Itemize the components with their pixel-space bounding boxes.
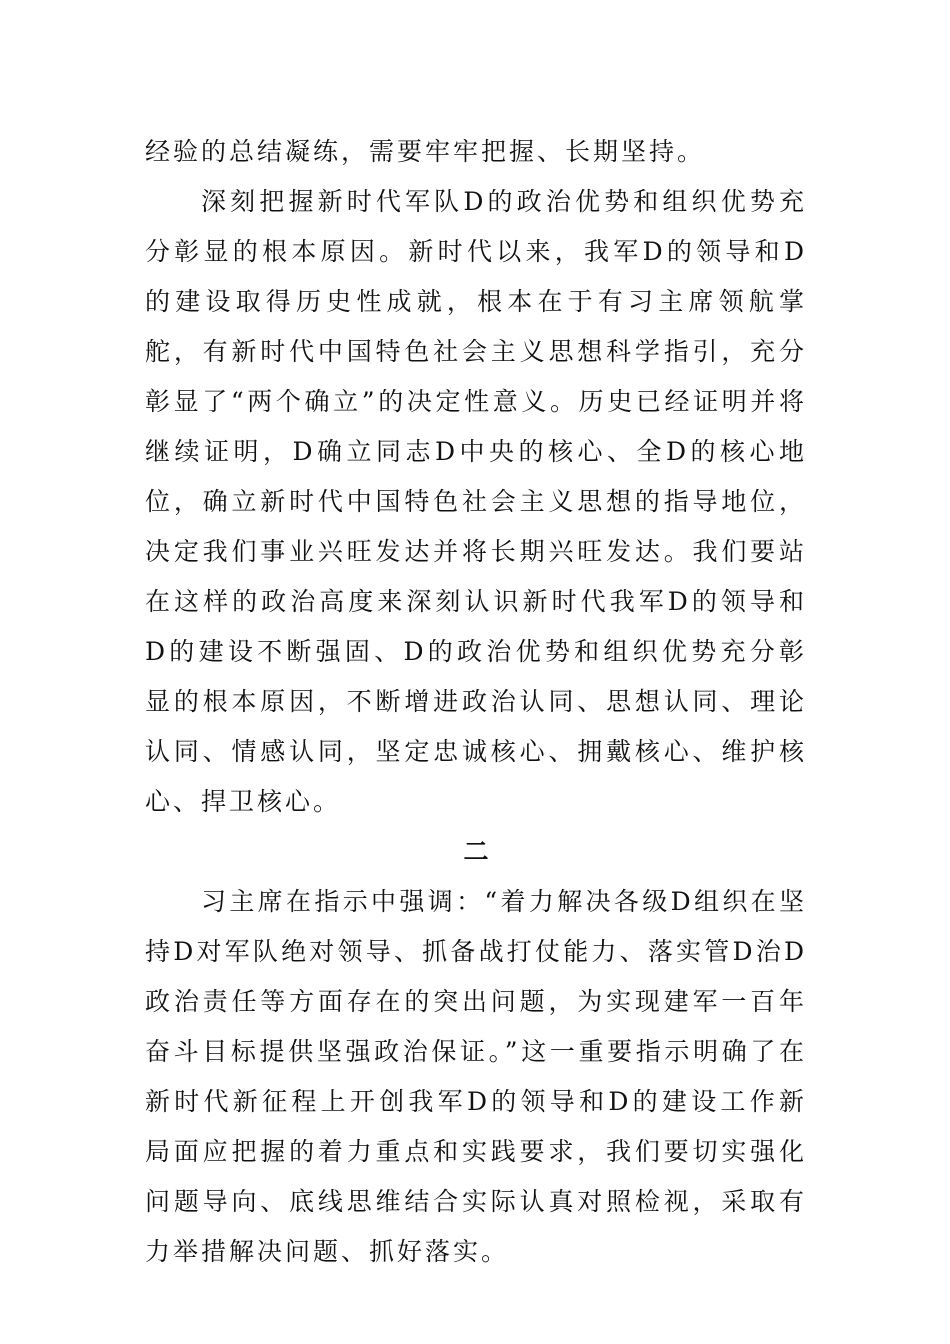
section-heading: 二 xyxy=(463,837,489,866)
document-body xyxy=(145,127,807,1277)
paragraph-root-cause: 深刻把握新时代军队D的政治优势和组织优势充分彰显的根本原因。新时代以来，我军D的领导和D的建设取得历史性成就，根本在于有习主席领航掌舵，有新时代中国特色社会主义思想科学指引，充分彰显了“两个确立”的决定性意义。历史已经证明并将继续证明，D确立同志D中央的核心、全D的核心地位，确立新时代中国特色社会主义思想的指导地位，决定我们事业兴旺发达并将长期兴旺发达。我们要站在这样的政治高度来深刻认识新时代我军D的领导和D的建设不断强固、D的政治优势和组织优势充分彰显的根本原因，不断增进政治认同、思想认同、理论认同、情感认同，坚定忠诚核心、拥戴核心、维护核心、捍卫核心。 xyxy=(145,187,807,816)
paragraph-instruction: 习主席在指示中强调：“着力解决各级D组织在坚持D对军队绝对领导、抓备战打仗能力、落实管D治D政治责任等方面存在的突出问题，为实现建军一百年奋斗目标提供坚强政治保证。”这一重要指示明确了在新时代新征程上开创我军D的领导和D的建设工作新局面应把握的着力重点和实践要求，我们要切实强化问题导向、底线思维结合实际认真对照检视，采取有力举措解决问题、抓好落实。 xyxy=(145,887,807,1266)
paragraph-continuation: 经验的总结凝练，需要牢牢把握、长期坚持。 xyxy=(145,137,706,166)
